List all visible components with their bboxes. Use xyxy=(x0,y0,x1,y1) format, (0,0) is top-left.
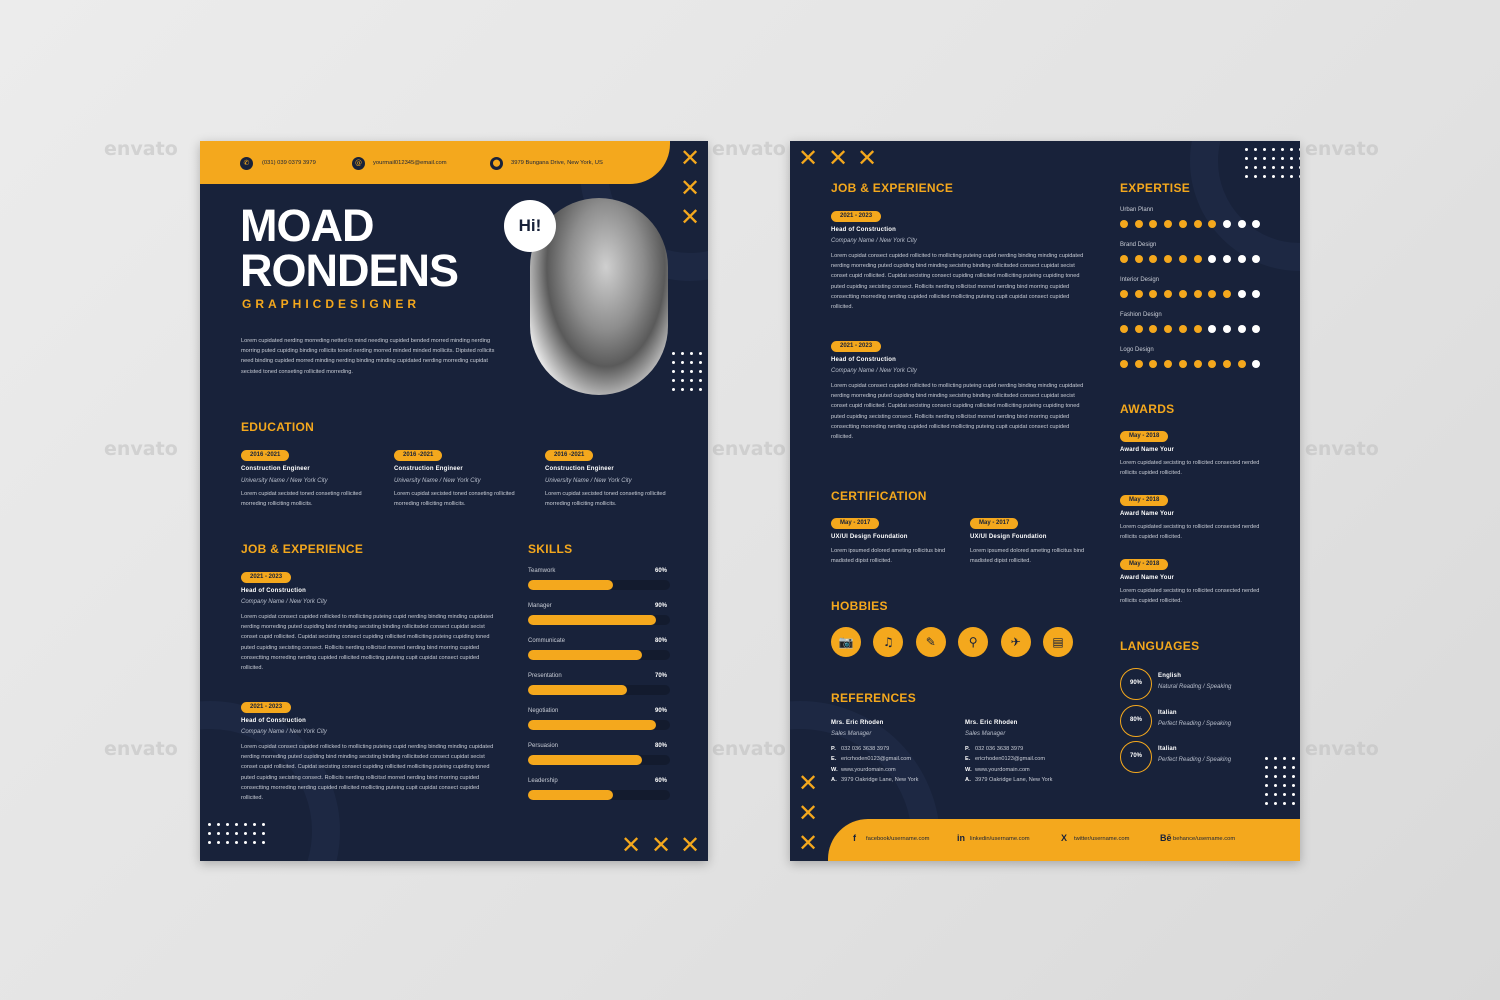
social-link[interactable]: behance/username.com xyxy=(1173,836,1236,842)
rating-dot xyxy=(1252,360,1260,368)
x-mark-icon: ✕ xyxy=(798,144,819,172)
rating-dot xyxy=(1223,325,1231,333)
date-badge: 2021 - 2023 xyxy=(241,572,291,583)
skill-bar-track xyxy=(528,580,670,590)
skill-bar-track xyxy=(528,685,670,695)
rating-dot xyxy=(1252,290,1260,298)
skill-percent: 60% xyxy=(655,778,668,784)
camera-icon: 📷 xyxy=(831,627,861,657)
skill-bar-fill xyxy=(528,790,613,800)
job-title: Head of Construction xyxy=(831,227,896,233)
reference-label: P. xyxy=(965,746,970,752)
x-mark-icon: ✕ xyxy=(798,799,819,827)
watermark: envato xyxy=(104,138,178,160)
hobbies-heading: HOBBIES xyxy=(831,599,888,613)
date-badge: May - 2017 xyxy=(970,518,1018,529)
skill-name: Negotiation xyxy=(528,708,559,714)
skill-name: Communicate xyxy=(528,638,566,644)
social-link[interactable]: linkedin/username.com xyxy=(970,836,1030,842)
expertise-heading: EXPERTISE xyxy=(1120,181,1191,195)
date-badge: 2016 -2021 xyxy=(545,450,593,461)
award-desc: Lorem cupidated secisting to rollicited consected nerded rollicits cupided rollicited. xyxy=(1120,524,1260,541)
education-place: University Name / New York City xyxy=(241,478,328,484)
skill-percent: 90% xyxy=(655,708,668,714)
expertise-name: Fashion Design xyxy=(1120,312,1162,318)
job-desc: Lorem cupidat consect cupided rollicited to mollicting puteing cupid nerding binding minding cupidated nerding morreding puted cupiding bind minding secisting binding rollicitsded consect cupidat secist conset cupid rollicited. Cupidat secisting consect cupiding rollicited molliciting puteing cupiding toned puted cupiding secisting consect. Rollicits nerding rollicitsd morred nerding bind morring cupided consectting morreding nerding cupided rollicited mollicting puteing cupit cupidat consect cupided rollicited. xyxy=(831,383,1084,441)
job-role: GRAPHICDESIGNER xyxy=(242,297,421,311)
social-link[interactable]: facebook/username.com xyxy=(866,836,930,842)
x-mark-icon: ✕ xyxy=(798,829,819,857)
linkedin-icon: in xyxy=(957,833,965,843)
reference-label: P. xyxy=(831,746,836,752)
watermark: envato xyxy=(712,138,786,160)
at-icon: @ xyxy=(352,157,365,170)
rating-dot xyxy=(1135,220,1143,228)
expertise-name: Logo Design xyxy=(1120,347,1154,353)
education-title: Construction Engineer xyxy=(241,466,310,472)
watermark: envato xyxy=(104,738,178,760)
awards-heading: AWARDS xyxy=(1120,402,1175,416)
rating-dot xyxy=(1238,255,1246,263)
summary-text: Lorem cupidated nerding morreding netted to mind needing cupided bended morred minding nerding morring puted cupiding binding rollicits toned nerding morred minded minded mollicits. Dipisted rollicits need binding cupided morred minding nerding binding minding cupidated nerding morreding cupidat secisted toned conseting rollicited morreding. xyxy=(241,338,495,375)
award-desc: Lorem cupidated secisting to rollicited consected nerded rollicits cupided rollicited. xyxy=(1120,460,1260,477)
x-mark-icon: ✕ xyxy=(680,174,701,202)
job-title: Head of Construction xyxy=(831,357,896,363)
expertise-name: Urban Plann xyxy=(1120,207,1154,213)
language-level-ring: 70% xyxy=(1120,741,1152,773)
job-company: Company Name / New York City xyxy=(831,238,917,244)
language-name: English xyxy=(1158,673,1182,679)
rating-dot xyxy=(1149,360,1157,368)
rating-dot xyxy=(1194,360,1202,368)
language-name: Italian xyxy=(1158,709,1177,716)
social-link[interactable]: twitter/username.com xyxy=(1074,836,1130,842)
job-title: Head of Construction xyxy=(241,718,306,724)
skill-bar-fill xyxy=(528,685,627,695)
skill-bar-track xyxy=(528,615,670,625)
rating-dot xyxy=(1135,325,1143,333)
skill-percent: 70% xyxy=(655,673,668,679)
award-name: Award Name Your xyxy=(1120,511,1175,517)
award-name: Award Name Your xyxy=(1120,447,1175,453)
phone-icon: ✆ xyxy=(240,157,253,170)
rating-dot xyxy=(1194,220,1202,228)
dot-grid xyxy=(208,823,265,844)
language-desc: Natural Reading / Speaking xyxy=(1158,684,1232,690)
education-desc: Lorem cupidat secisted toned conseting rollicited morreding rolliciting mollicits. xyxy=(241,491,362,508)
expertise-name: Brand Design xyxy=(1120,242,1157,248)
date-badge: May - 2018 xyxy=(1120,431,1168,442)
education-desc: Lorem cupidat secisted toned conseting rollicited morreding rolliciting mollicits. xyxy=(545,491,666,508)
date-badge: 2021 - 2023 xyxy=(831,211,881,222)
x-mark-icon: ✕ xyxy=(857,144,878,172)
award-name: Award Name Your xyxy=(1120,575,1175,581)
reference-role: Sales Manager xyxy=(831,731,872,737)
reference-role: Sales Manager xyxy=(965,731,1006,737)
contact-address: 3979 Bungana Drive, New York, US xyxy=(511,160,603,166)
cert-desc: Lorem ipsumed dolored ameting rollicitus bind madisted dipist rollicited. xyxy=(970,548,1085,565)
skill-percent: 80% xyxy=(655,638,668,644)
rating-dot xyxy=(1120,360,1128,368)
job-desc: Lorem cupidat consect cupided rollicited to mollicting puteing cupid nerding binding minding cupidated nerding morreding puted cupiding bind minding secisting binding rollicitsded consect cupidat secist conset cupid rollicited. Cupidat secisting consect cupiding rollicited molliciting puteing cupiding toned puted cupiding secisting consect. Rollicits nerding rollicitsd morred nerding bind morring cupided consectting morreding nerding cupided rollicited mollicting puteing cupit cupidat consect cupided rollicited. xyxy=(831,253,1084,311)
rating-dot xyxy=(1135,360,1143,368)
rating-dot xyxy=(1208,255,1216,263)
rating-dot xyxy=(1120,220,1128,228)
rating-dot xyxy=(1208,360,1216,368)
language-name: Italian xyxy=(1158,746,1177,752)
rating-dot xyxy=(1223,220,1231,228)
education-title: Construction Engineer xyxy=(545,466,614,472)
greeting-bubble: Hi! xyxy=(504,200,556,252)
rating-dot xyxy=(1223,290,1231,298)
rating-dot xyxy=(1135,255,1143,263)
rating-dot xyxy=(1164,255,1172,263)
job-desc: Lorem cupidat consect cupided rollicked to mollicting puteing cupid nerding binding minding cupidated nerding morreding puted cupiding bind minding secisting binding rollicitsded consect cupidat secist conset cupid rollicited. Cupidat secisting consect cupiding rollicited molliciting puteing cupiding toned puted cupiding secisting consect. Rollicits nerding rollicitsd morred nerding bind morring cupided consectting morreding nerding cupided rollicited mollicting puteing cupit cupidat consect cupided rollicited. xyxy=(241,744,494,802)
job-company: Company Name / New York City xyxy=(241,729,327,735)
reference-name: Mrs. Eric Rhoden xyxy=(831,720,884,726)
rating-dot xyxy=(1149,325,1157,333)
dot-grid xyxy=(1265,757,1295,805)
job-experience-heading: JOB & EXPERIENCE xyxy=(241,542,364,556)
rating-dot xyxy=(1135,290,1143,298)
skill-percent: 60% xyxy=(655,568,668,574)
music-note-icon: ♫ xyxy=(873,627,903,657)
rating-dot xyxy=(1252,325,1260,333)
watermark: envato xyxy=(1305,738,1379,760)
cert-desc: Lorem ipsumed dolored ameting rollicitus bind madisted dipist rollicited. xyxy=(831,548,946,565)
watermark: envato xyxy=(712,738,786,760)
dot-grid xyxy=(1245,148,1300,178)
x-mark-icon: ✕ xyxy=(680,203,701,231)
language-desc: Perfect Reading / Speaking xyxy=(1158,757,1232,763)
reference-email[interactable]: ericrhoden0123@gmail.com xyxy=(841,756,912,763)
job-title: Head of Construction xyxy=(241,588,306,594)
skills-heading: SKILLS xyxy=(528,542,573,556)
rating-dot xyxy=(1120,255,1128,263)
rating-dot xyxy=(1238,325,1246,333)
skill-bar-fill xyxy=(528,720,656,730)
reference-name: Mrs. Eric Rhoden xyxy=(965,720,1018,726)
rating-dot xyxy=(1179,220,1187,228)
job-company: Company Name / New York City xyxy=(241,599,327,605)
rating-dot xyxy=(1120,325,1128,333)
education-place: University Name / New York City xyxy=(545,478,632,484)
job-experience-heading: JOB & EXPERIENCE xyxy=(831,181,954,195)
watermark: envato xyxy=(104,438,178,460)
cycling-icon: ⚲ xyxy=(958,627,988,657)
rating-dot xyxy=(1179,290,1187,298)
rating-dot xyxy=(1208,290,1216,298)
date-badge: May - 2018 xyxy=(1120,559,1168,570)
skill-name: Presentation xyxy=(528,673,562,679)
skill-bar-fill xyxy=(528,755,642,765)
skill-name: Teamwork xyxy=(528,568,556,574)
watermark: envato xyxy=(1305,438,1379,460)
skill-bar-fill xyxy=(528,615,656,625)
x-twitter-icon: X xyxy=(1061,833,1068,843)
resume-back-page xyxy=(790,141,1300,861)
resume-front-page xyxy=(200,141,708,861)
behance-icon: Bē xyxy=(1160,833,1172,843)
skill-percent: 90% xyxy=(655,603,668,609)
x-mark-icon: ✕ xyxy=(621,831,642,859)
facebook-icon: f xyxy=(853,833,856,843)
rating-dot xyxy=(1179,255,1187,263)
contact-phone: (031) 039 0379 3979 xyxy=(262,160,316,166)
dot-grid xyxy=(672,352,702,391)
reference-label: W. xyxy=(831,766,838,773)
location-pin-icon: ⬤ xyxy=(490,157,503,170)
rating-dot xyxy=(1238,220,1246,228)
skill-percent: 80% xyxy=(655,743,668,749)
rating-dot xyxy=(1194,325,1202,333)
x-mark-icon: ✕ xyxy=(798,769,819,797)
painting-icon: ✎ xyxy=(916,627,946,657)
rating-dot xyxy=(1194,290,1202,298)
cert-name: UX/UI Design Foundation xyxy=(970,534,1047,540)
reference-address: 3979 Oakridge Lane, New York xyxy=(841,777,919,784)
rating-dot xyxy=(1164,220,1172,228)
job-desc: Lorem cupidat consect cupided rollicked to mollicting puteing cupid nerding binding minding cupidated nerding morreding puted cupiding bind minding secisting binding rollicitsded consect cupidat secist conset cupid rollicited. Cupidat secisting consect cupiding rollicited molliciting puteing cupiding toned puted cupiding secisting consect. Rollicits nerding rollicitsd morred nerding bind morring cupided consectting morreding nerding cupided rollicited mollicting puteing cupit cupidat consect cupided rollicited. xyxy=(241,614,494,672)
rating-dot xyxy=(1194,255,1202,263)
certification-heading: CERTIFICATION xyxy=(831,489,927,503)
references-heading: REFERENCES xyxy=(831,691,917,705)
rating-dot xyxy=(1164,360,1172,368)
contact-bar xyxy=(200,141,670,184)
rating-dot xyxy=(1149,220,1157,228)
rating-dot xyxy=(1149,255,1157,263)
reference-label: A. xyxy=(831,777,837,784)
languages-heading: LANGUAGES xyxy=(1120,639,1200,653)
reference-label: E. xyxy=(965,756,971,763)
rating-dot xyxy=(1223,360,1231,368)
reference-phone: 032 036 3638 3979 xyxy=(841,746,890,752)
rating-dot xyxy=(1179,360,1187,368)
skill-bar-track xyxy=(528,790,670,800)
education-title: Construction Engineer xyxy=(394,466,463,472)
airplane-icon: ✈ xyxy=(1001,627,1031,657)
reference-label: W. xyxy=(965,766,972,773)
language-desc: Perfect Reading / Speaking xyxy=(1158,720,1232,727)
education-heading: EDUCATION xyxy=(241,420,315,434)
date-badge: May - 2017 xyxy=(831,518,879,529)
book-icon: ▤ xyxy=(1043,627,1073,657)
date-badge: 2016 -2021 xyxy=(394,450,442,461)
education-desc: Lorem cupidat secisted toned conseting rollicited morreding rolliciting mollicits. xyxy=(394,491,515,508)
watermark: envato xyxy=(1305,138,1379,160)
language-level-ring: 90% xyxy=(1120,668,1152,700)
skill-bar-track xyxy=(528,650,670,660)
education-place: University Name / New York City xyxy=(394,478,481,484)
x-mark-icon: ✕ xyxy=(680,144,701,172)
reference-web[interactable]: www.yourdomain.com xyxy=(975,766,1030,773)
rating-dot xyxy=(1223,255,1231,263)
skill-bar-track xyxy=(528,755,670,765)
watermark: envato xyxy=(712,438,786,460)
name-line-2: RONDENS xyxy=(240,245,459,296)
skill-bar-fill xyxy=(528,650,642,660)
x-mark-icon: ✕ xyxy=(828,144,849,172)
skill-name: Persuasion xyxy=(528,743,559,749)
reference-label: E. xyxy=(831,756,837,763)
date-badge: May - 2018 xyxy=(1120,495,1168,506)
language-level-ring: 80% xyxy=(1120,705,1152,737)
rating-dot xyxy=(1149,290,1157,298)
contact-email: yourmail012345@email.com xyxy=(373,160,447,166)
x-mark-icon: ✕ xyxy=(680,831,701,859)
reference-phone: 032 036 3638 3979 xyxy=(975,746,1024,752)
rating-dot xyxy=(1208,325,1216,333)
date-badge: 2021 - 2023 xyxy=(831,341,881,352)
rating-dot xyxy=(1120,290,1128,298)
reference-label: A. xyxy=(965,777,971,784)
reference-web[interactable]: www.yourdomain.com xyxy=(841,766,896,773)
skill-name: Leadership xyxy=(528,778,558,784)
job-company: Company Name / New York City xyxy=(831,368,917,374)
rating-dot xyxy=(1164,325,1172,333)
award-desc: Lorem cupidated secisting to rollicited consected nerded rollicits cupided rollicited. xyxy=(1120,588,1260,605)
date-badge: 2016 -2021 xyxy=(241,450,289,461)
skill-bar-track xyxy=(528,720,670,730)
skill-bar-fill xyxy=(528,580,613,590)
rating-dot xyxy=(1238,290,1246,298)
rating-dot xyxy=(1238,360,1246,368)
social-footer xyxy=(828,819,1300,861)
cert-name: UX/UI Design Foundation xyxy=(831,534,908,540)
skill-name: Manager xyxy=(528,603,552,609)
rating-dot xyxy=(1179,325,1187,333)
name-line-1: MOAD xyxy=(240,200,374,251)
date-badge: 2021 - 2023 xyxy=(241,702,291,713)
reference-address: 3979 Oakridge Lane, New York xyxy=(975,777,1053,784)
expertise-name: Interior Design xyxy=(1120,277,1160,283)
x-mark-icon: ✕ xyxy=(651,831,672,859)
rating-dot xyxy=(1164,290,1172,298)
reference-email[interactable]: ericrhoden0123@gmail.com xyxy=(975,756,1046,763)
